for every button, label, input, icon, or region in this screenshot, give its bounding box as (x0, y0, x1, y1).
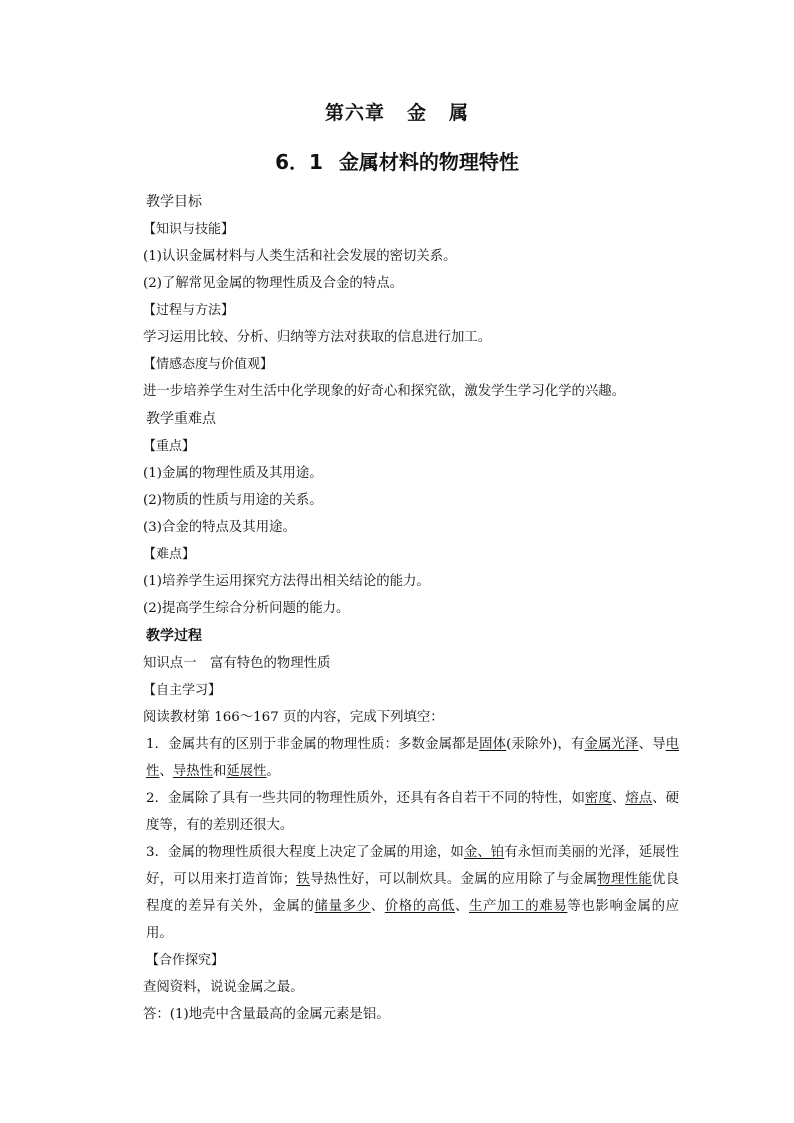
text: 、 (159, 764, 173, 779)
blank-answer: 导热性 (172, 764, 213, 779)
key-label: 【重点】 (143, 439, 196, 454)
chapter-title-part2: 金 (406, 102, 427, 124)
blank-answer: 储量多少 (314, 899, 371, 914)
key-heading: 教学重难点 (146, 411, 216, 427)
process-text: 学习运用比较、分析、归纳等方法对获取的信息进行加工。 (143, 330, 492, 345)
text: 3．金属的物理性质很大程度上决定了金属的用途，如 (146, 845, 464, 860)
self-study-label: 【自主学习】 (143, 683, 222, 698)
knowledge-point-1: 知识点一 富有特色的物理性质 (143, 656, 331, 671)
blank-answer: 延展性 (226, 764, 267, 779)
text: 导热性好，可以制炊具。金属的应用除了与金属 (310, 872, 598, 887)
process-label: 【过程与方法】 (143, 303, 235, 318)
process-heading: 教学过程 (146, 628, 202, 644)
goal-2: (2)了解常见金属的物理性质及合金的特点。 (143, 276, 403, 291)
text: 1．金属共有的区别于非金属的物理性质：多数金属都是 (146, 737, 480, 752)
chapter-title-part1: 第六章 (324, 102, 385, 124)
blank-answer: 物理性能 (597, 872, 652, 887)
chapter-title-part3: 属 (449, 102, 470, 124)
blank-answer: 固体 (479, 737, 507, 752)
blank-answer: 熔点 (625, 791, 653, 806)
difficult-label: 【难点】 (143, 547, 196, 562)
section-title (0, 146, 794, 175)
text: 、 (454, 899, 470, 914)
key-point-3: (3)合金的特点及其用途。 (143, 520, 296, 535)
key-point-1: (1)金属的物理性质及其用途。 (143, 466, 323, 481)
cooperation-label: 【合作探究】 (146, 953, 225, 968)
section-text: 金属材料的物理特性 (338, 150, 519, 174)
text: 、导 (638, 737, 666, 752)
difficult-point-2: (2)提高学生综合分析问题的能力。 (143, 601, 350, 616)
text: 、硬度等，有的差别还很大。 (146, 791, 680, 833)
answer-1: 答：(1)地壳中含量最高的金属元素是铝。 (143, 1007, 390, 1022)
blank-answer: 铁 (296, 872, 311, 887)
key-point-2: (2)物质的性质与用途的关系。 (143, 493, 323, 508)
text: 。 (266, 764, 280, 779)
reading-instruction: 阅读教材第 166～167 页的内容，完成下列填空： (143, 710, 444, 725)
fill-item-2 (117, 785, 679, 839)
blank-answer: 生产加工的难易 (469, 899, 568, 914)
goal-1: (1)认识金属材料与人类生活和社会发展的密切关系。 (143, 249, 457, 264)
text: 2．金属除了具有一些共同的物理性质外，还具有各自若干不同的特性，如 (146, 791, 585, 806)
goals-heading: 教学目标 (146, 194, 202, 210)
emotion-label: 【情感态度与价值观】 (143, 357, 274, 372)
blank-answer: 金属光泽 (584, 737, 639, 752)
cooperation-text: 查阅资料，说说金属之最。 (143, 980, 304, 995)
blank-answer: 价格的高低 (384, 899, 455, 914)
text: (汞除外)，有 (506, 737, 585, 752)
text: 优良程度的差异有关外，金属的 (146, 872, 680, 914)
text: 、 (370, 899, 385, 914)
text: 等也影响金属的应用。 (146, 899, 680, 941)
text: 、 (611, 791, 626, 806)
emotion-text: 进一步培养学生对生活中化学现象的好奇心和探究欲，激发学生学习化学的兴趣。 (143, 384, 626, 399)
fill-item-3 (117, 839, 679, 947)
knowledge-label: 【知识与技能】 (143, 222, 235, 237)
chapter-title (0, 98, 794, 125)
blank-answer: 电性 (146, 737, 680, 779)
text: 和 (212, 764, 227, 779)
blank-answer: 密度 (584, 791, 612, 806)
blank-answer: 金、铂 (463, 845, 505, 860)
fill-item-1 (117, 731, 679, 785)
difficult-point-1: (1)培养学生运用探究方法得出相关结论的能力。 (143, 574, 430, 589)
document-body (117, 188, 679, 1028)
section-number: 6．1 (275, 150, 323, 174)
text: 有永恒而美丽的光泽，延展性好，可以用来打造首饰； (146, 845, 679, 887)
